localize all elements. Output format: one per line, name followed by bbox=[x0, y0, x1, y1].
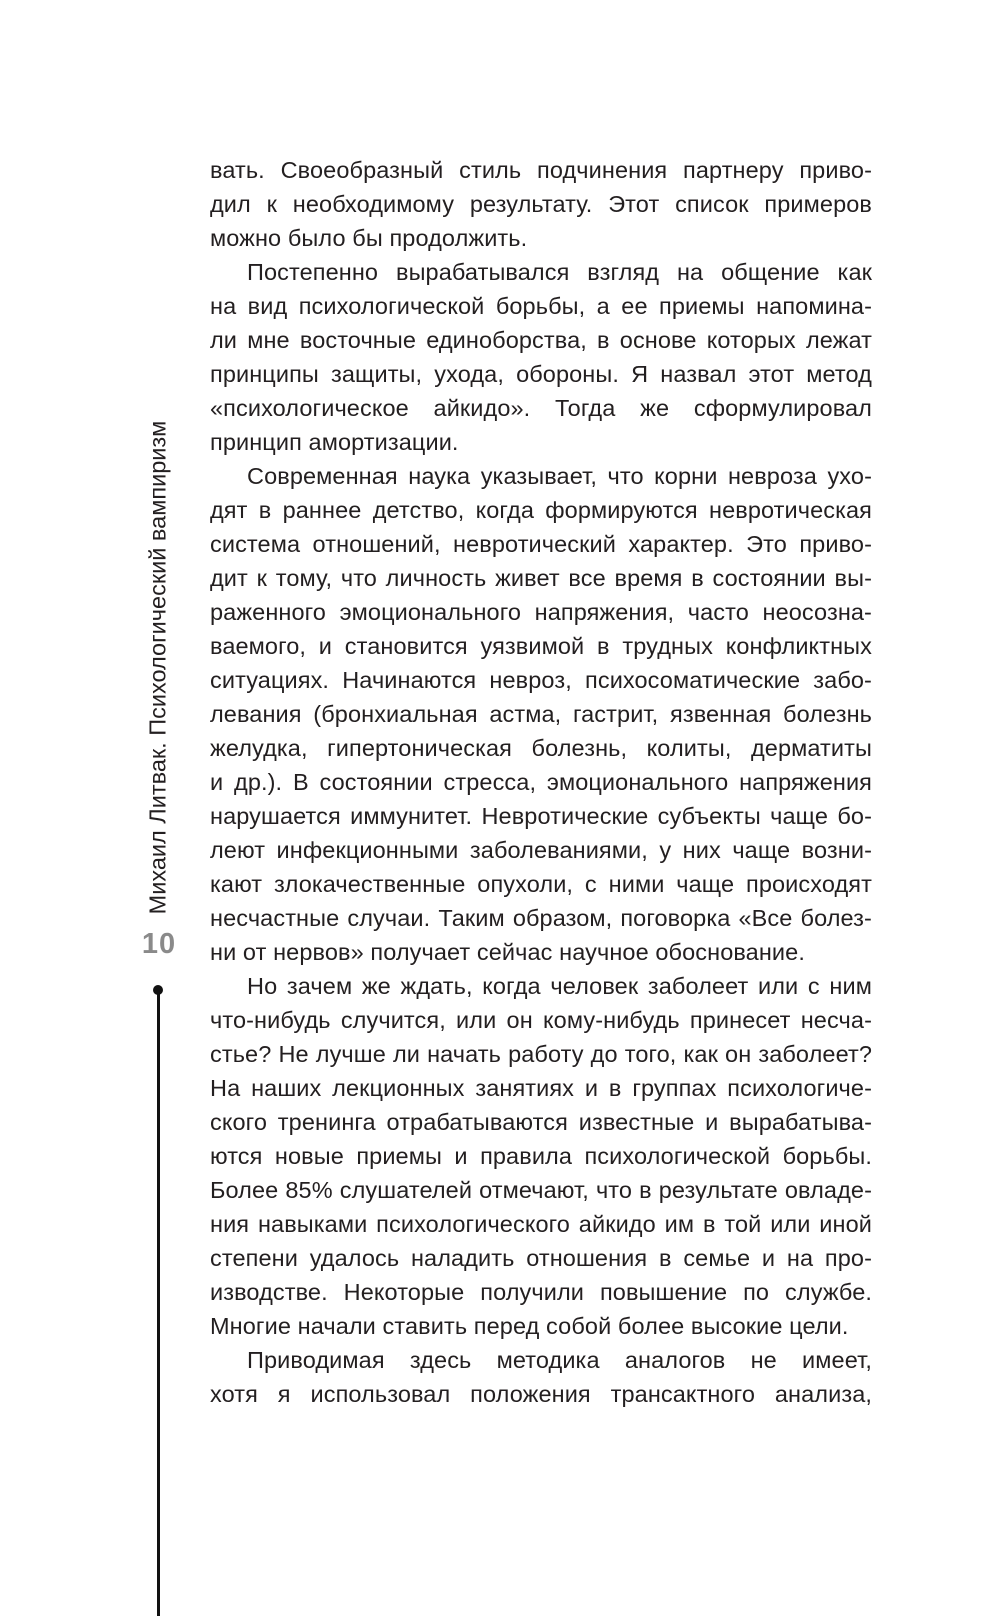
text-line: дит к тому, что личность живет все время в состоянии вы- bbox=[210, 565, 872, 591]
text-line: ния навыками психологического айкидо им в той или иной bbox=[210, 1211, 872, 1237]
text-line: можно было бы продолжить. bbox=[210, 225, 528, 251]
text-line: кают злокачественные опухоли, с ними чаще происходят bbox=[210, 871, 872, 897]
text-line: и др.). В состоянии стресса, эмоционального напряжения bbox=[210, 769, 872, 795]
text-line: нарушается иммунитет. Невротические субъекты чаще бо- bbox=[210, 803, 872, 829]
text-line: ского тренинга отрабатываются известные и вырабатыва- bbox=[210, 1109, 872, 1135]
text-line: раженного эмоционального напряжения, часто неосозна- bbox=[210, 599, 872, 625]
body-text bbox=[210, 153, 872, 1411]
text-line: Приводимая здесь методика аналогов не имеет, bbox=[247, 1347, 872, 1373]
text-line: Постепенно вырабатывался взгляд на общение как bbox=[247, 259, 872, 285]
text-line: стье? Не лучше ли начать работу до того, как он заболеет? bbox=[210, 1041, 872, 1067]
text-line: что-нибудь случится, или он кому-нибудь принесет несча- bbox=[210, 1007, 872, 1033]
text-line: Более 85% слушателей отмечают, что в результате овладе- bbox=[210, 1177, 872, 1203]
text-line: леют инфекционными заболеваниями, у них чаще возни- bbox=[210, 837, 872, 863]
running-head bbox=[140, 420, 176, 915]
page-number: 10 bbox=[141, 928, 177, 960]
text-line: система отношений, невротический характер. Это приво- bbox=[210, 531, 872, 557]
text-line: на вид психологической борьбы, а ее приемы напомина- bbox=[210, 293, 872, 319]
text-line: дил к необходимому результату. Этот список примеров bbox=[210, 191, 872, 217]
text-line: принципы защиты, ухода, обороны. Я назвал этот метод bbox=[210, 361, 872, 387]
running-head-text: Михаил Литвак. Психологический вампиризм bbox=[144, 420, 171, 915]
text-line: степени удалось наладить отношения в семье и на про- bbox=[210, 1245, 872, 1271]
text-line: ни от нервов» получает сейчас научное обоснование. bbox=[210, 939, 805, 965]
text-line: ваемого, и становится уязвимой в трудных конфликтных bbox=[210, 633, 872, 659]
text-line: дят в раннее детство, когда формируются невротическая bbox=[210, 497, 872, 523]
text-line: На наших лекционных занятиях и в группах психологиче- bbox=[210, 1075, 872, 1101]
text-line: ются новые приемы и правила психологической борьбы. bbox=[210, 1143, 872, 1169]
text-line: левания (бронхиальная астма, гастрит, язвенная болезнь bbox=[210, 701, 872, 727]
text-line: Многие начали ставить перед собой более высокие цели. bbox=[210, 1313, 849, 1339]
text-line: несчастные случаи. Таким образом, поговорка «Все болез- bbox=[210, 905, 872, 931]
text-line: желудка, гипертоническая болезнь, колиты, дерматиты bbox=[210, 735, 872, 761]
text-line: хотя я использовал положения трансактного анализа, bbox=[210, 1381, 872, 1407]
text-line: изводстве. Некоторые получили повышение по службе. bbox=[210, 1279, 872, 1305]
text-line: «психологическое айкидо». Тогда же сформулировал bbox=[210, 395, 872, 421]
text-line: Современная наука указывает, что корни невроза ухо- bbox=[247, 463, 872, 489]
text-line: ли мне восточные единоборства, в основе которых лежат bbox=[210, 327, 872, 353]
text-line: ситуациях. Начинаются невроз, психосоматические забо- bbox=[210, 667, 872, 693]
text-line: Но зачем же ждать, когда человек заболеет или с ним bbox=[247, 973, 872, 999]
text-line: вать. Своеобразный стиль подчинения партнеру приво- bbox=[210, 157, 872, 183]
margin-rule bbox=[157, 990, 160, 1616]
text-line: принцип амортизации. bbox=[210, 429, 459, 455]
